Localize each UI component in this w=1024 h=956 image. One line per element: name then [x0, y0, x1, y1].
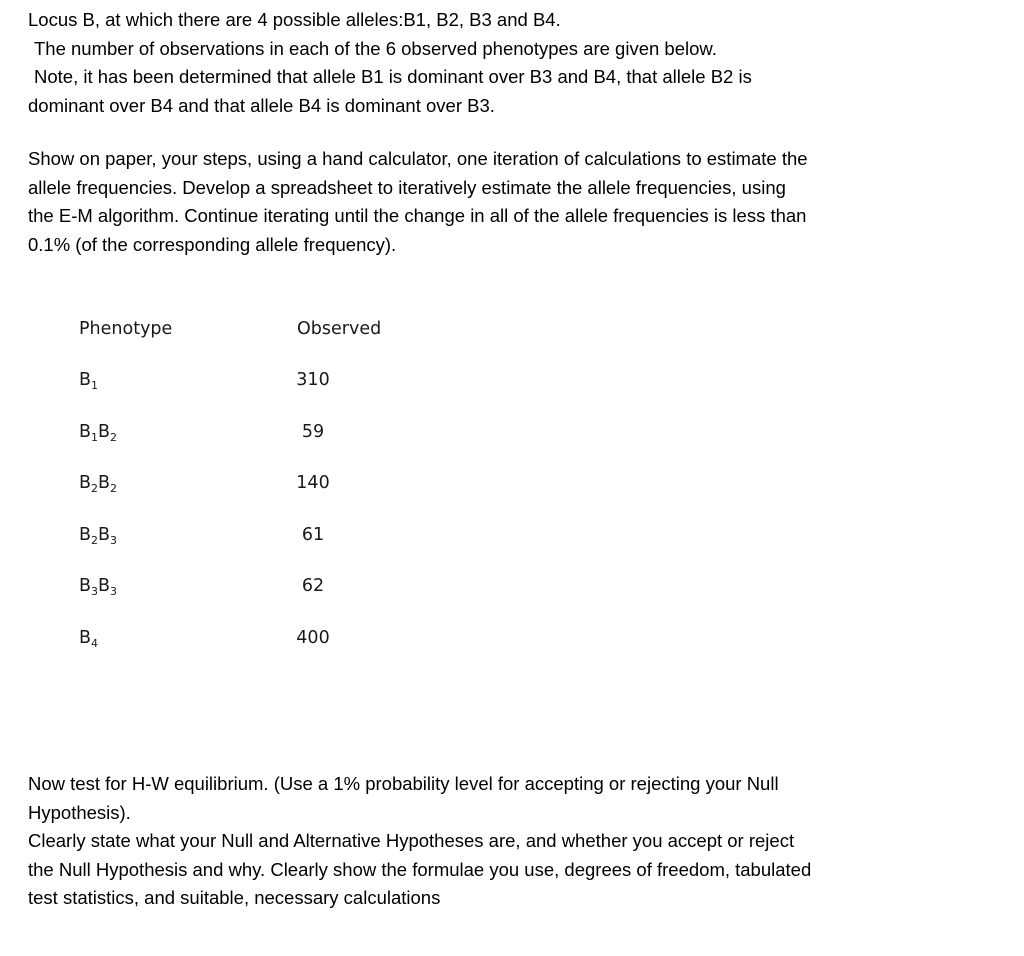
intro-line: Locus B, at which there are 4 possible alleles:B1, B2, B3 and B4.: [28, 9, 561, 30]
instructions-line: Show on paper, your steps, using a hand calculator, one iteration of calculations to estimate the: [28, 148, 808, 169]
hw-test-line: test statistics, and suitable, necessary calculations: [28, 887, 441, 908]
observed-cell: 140: [296, 473, 330, 493]
phenotype-cell: $B_2B_3$: [79, 525, 118, 547]
intro-line: Note, it has been determined that allele B1 is dominant over B3 and B4, that allele B2 is: [34, 66, 752, 87]
hw-test-line: Clearly state what your Null and Alternative Hypotheses are, and whether you accept or reject: [28, 830, 795, 851]
observed-cell: 61: [301, 525, 325, 545]
phenotype-cell: $B_2B_2$: [79, 473, 118, 495]
observed-cell: 400: [296, 628, 330, 648]
intro-paragraph: [28, 6, 988, 120]
instructions-line: allele frequencies. Develop a spreadsheet to iteratively estimate the allele frequencies, using: [28, 176, 786, 198]
hw-test-paragraph: [28, 770, 988, 913]
header-phenotype: Phenotype: [79, 319, 173, 339]
observed-cell: 59: [301, 422, 325, 442]
instructions-line: 0.1% (of the corresponding allele frequency).: [28, 233, 397, 255]
observed-cell: 62: [301, 576, 325, 596]
hw-test-line: the Null Hypothesis and why. Clearly show the formulae you use, degrees of freedom, tabulated: [28, 858, 812, 880]
header-observed: Observed: [297, 319, 382, 339]
phenotype-cell: $B_1$: [79, 370, 99, 392]
observed-cell: 310: [296, 370, 330, 390]
phenotype-cell: $B_1B_2$: [79, 422, 118, 444]
instructions-paragraph: [28, 145, 988, 259]
phenotype-cell: $B_3B_3$: [79, 576, 118, 598]
instructions-line: the E-M algorithm. Continue iterating until the change in all of the allele frequencies is less than: [28, 205, 807, 226]
intro-line: dominant over B4 and that allele B4 is dominant over B3.: [28, 94, 495, 116]
hw-test-line: Now test for H-W equilibrium. (Use a 1% probability level for accepting or rejecting your Null: [28, 773, 779, 794]
phenotype-cell: $B_4$: [79, 628, 99, 650]
hw-test-line: Hypothesis).: [28, 801, 131, 823]
intro-line: The number of observations in each of the 6 observed phenotypes are given below.: [34, 37, 717, 59]
